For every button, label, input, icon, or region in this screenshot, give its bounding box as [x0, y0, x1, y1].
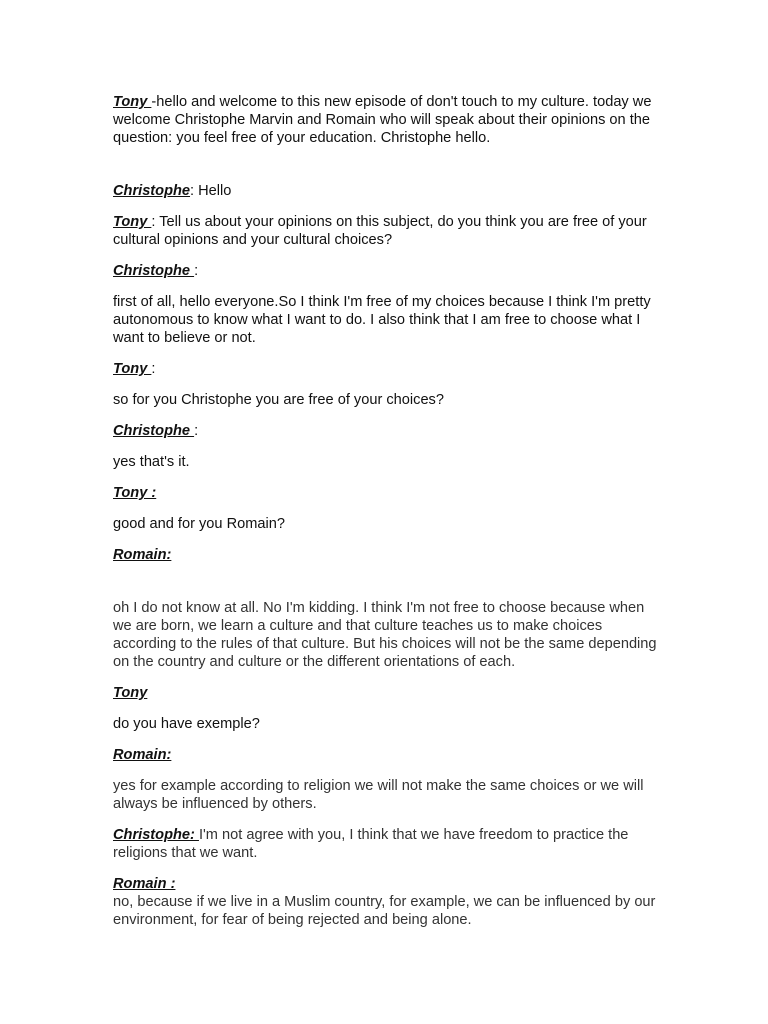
speaker-name: Christophe: [113, 423, 195, 439]
speaker-name: Christophe: [113, 183, 191, 199]
dialogue-line: [113, 182, 661, 200]
dialogue-text: so for you Christophe you are free of your choices?: [113, 392, 444, 408]
dialogue-text: yes that's it.: [113, 454, 190, 470]
dialogue-text: yes for example according to religion we will not make the same choices or we will always be influenced by others.: [113, 778, 644, 812]
speaker-name: Christophe: [113, 263, 195, 279]
transcript-page: [113, 93, 661, 929]
line-text: : Tell us about your opinions on this subject, do you think you are free of your cultural opinions and your cultural choices?: [113, 214, 647, 248]
dialogue-line: [113, 546, 661, 564]
dialogue-text: do you have exemple?: [113, 716, 260, 732]
speaker-name: Tony :: [113, 485, 157, 501]
line-text: I'm not agree with you, I think that we have freedom to practice the religions that we want.: [113, 827, 629, 861]
dialogue-text: no, because if we live in a Muslim country, for example, we can be influenced by our environment, for fear of being rejected and being alone.: [113, 894, 656, 928]
dialogue-line: [113, 875, 661, 893]
dialogue-line: [113, 422, 661, 440]
line-text: :: [194, 263, 199, 279]
speaker-name: Romain :: [113, 876, 176, 892]
dialogue-line: [113, 684, 661, 702]
line-text: -hello and welcome to this new episode of don't touch to my culture. today we welcome Christophe Marvin and Romain who will speak about their opinions on the question: you feel free of your education. Christophe hello.: [113, 94, 652, 146]
line-text: : Hello: [190, 183, 232, 199]
dialogue-text: oh I do not know at all. No I'm kidding. I think I'm not free to choose because when we are born, we learn a culture and that culture teaches us to make choices according to the rules of that culture. But his choices will not be the same depending on the country and culture or the different orientations of each.: [113, 600, 657, 670]
speaker-name: Tony: [113, 94, 152, 110]
dialogue-line: [113, 746, 661, 764]
speaker-name: Christophe:: [113, 827, 199, 843]
speaker-name: Tony: [113, 361, 152, 377]
line-text: :: [151, 361, 156, 377]
dialogue-line: [113, 93, 661, 147]
line-text: :: [194, 423, 199, 439]
speaker-name: Tony: [113, 214, 152, 230]
dialogue-line: [113, 213, 661, 249]
dialogue-line: [113, 262, 661, 280]
dialogue-line: [113, 826, 661, 862]
dialogue-line: [113, 360, 661, 378]
dialogue-line: [113, 484, 661, 502]
dialogue-text: good and for you Romain?: [113, 516, 285, 532]
dialogue-text: first of all, hello everyone.So I think I'm free of my choices because I think I'm pretty autonomous to know what I want to do. I also think that I am free to choose what I want to believe or not.: [113, 294, 651, 346]
speaker-name: Romain:: [113, 547, 172, 563]
speaker-name: Tony: [113, 685, 148, 701]
speaker-name: Romain:: [113, 747, 172, 763]
